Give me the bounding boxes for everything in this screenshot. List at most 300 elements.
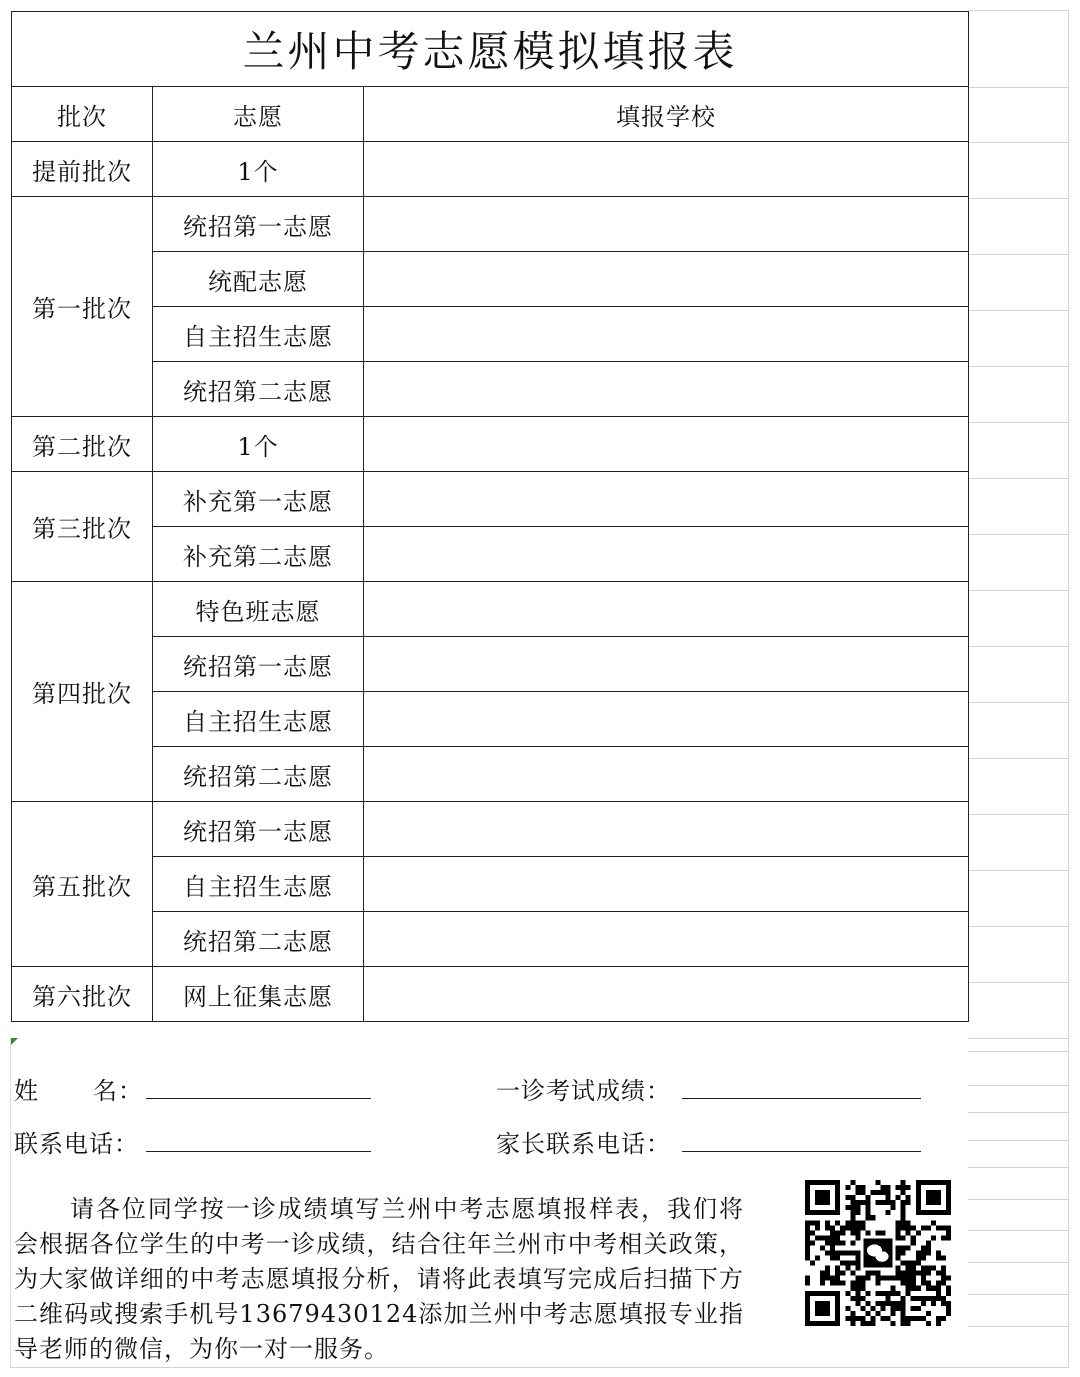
school-input-cell[interactable] (364, 362, 969, 417)
qr-module (855, 1276, 860, 1281)
qr-module (850, 1200, 855, 1205)
choice-cell: 1个 (153, 142, 364, 197)
qr-module (901, 1225, 906, 1230)
qr-module (835, 1220, 840, 1225)
sheet-gridline (968, 254, 1068, 255)
qr-module (825, 1220, 830, 1225)
qr-module (896, 1225, 901, 1230)
qr-module (921, 1225, 926, 1230)
qr-module (881, 1185, 886, 1190)
qr-module (906, 1195, 911, 1200)
qr-module (886, 1291, 891, 1296)
qr-module (906, 1220, 911, 1225)
qr-module (850, 1311, 855, 1316)
qr-module (941, 1235, 946, 1240)
sheet-gridline (968, 198, 1068, 199)
qr-module (850, 1286, 855, 1291)
qr-module (835, 1250, 840, 1255)
qr-module (926, 1250, 931, 1255)
qr-module (805, 1235, 810, 1240)
qr-module (886, 1210, 891, 1215)
parent-phone-field (496, 1124, 671, 1159)
school-input-cell[interactable] (364, 857, 969, 912)
qr-module (891, 1306, 896, 1311)
qr-module (825, 1235, 830, 1240)
batch-cell: 第六批次 (12, 967, 153, 1022)
qr-module (921, 1256, 926, 1261)
qr-module (881, 1306, 886, 1311)
qr-module (901, 1205, 906, 1210)
qr-module (865, 1271, 870, 1276)
sheet-gridline (968, 1230, 1068, 1231)
qr-module (926, 1271, 931, 1276)
school-input-cell[interactable] (364, 637, 969, 692)
qr-module (906, 1261, 911, 1266)
wechat-qr-code-icon[interactable] (805, 1180, 951, 1326)
qr-module (901, 1210, 906, 1215)
sheet-grid-columns (968, 10, 1069, 1368)
qr-module (946, 1286, 951, 1291)
qr-module (830, 1240, 835, 1245)
qr-module (881, 1230, 886, 1235)
qr-module (911, 1306, 916, 1311)
qr-module (896, 1306, 901, 1311)
qr-module (906, 1271, 911, 1276)
qr-module (911, 1271, 916, 1276)
qr-finder-center (815, 1190, 830, 1205)
form-title: 兰州中考志愿模拟填报表 (12, 12, 969, 87)
qr-module (881, 1291, 886, 1296)
name-blank[interactable] (146, 1098, 371, 1099)
qr-module (891, 1291, 896, 1296)
qr-module (911, 1276, 916, 1281)
school-input-cell[interactable] (364, 802, 969, 857)
qr-module (911, 1261, 916, 1266)
school-input-cell[interactable] (364, 197, 969, 252)
qr-module (901, 1180, 906, 1185)
qr-module (830, 1225, 835, 1230)
qr-module (865, 1301, 870, 1306)
table-row (12, 417, 969, 472)
qr-module (810, 1261, 815, 1266)
qr-module (825, 1276, 830, 1281)
qr-module (815, 1235, 820, 1240)
batch-cell: 第四批次 (12, 582, 153, 802)
qr-module (921, 1296, 926, 1301)
sheet-gridline (968, 87, 1068, 88)
qr-module (870, 1316, 875, 1321)
qr-module (926, 1321, 931, 1326)
qr-module (845, 1205, 850, 1210)
choice-cell: 统招第一志愿 (153, 637, 364, 692)
qr-module (805, 1281, 810, 1286)
qr-module (901, 1281, 906, 1286)
cell-marker-icon (11, 1038, 18, 1045)
school-input-cell[interactable] (364, 472, 969, 527)
qr-module (881, 1301, 886, 1306)
qr-module (936, 1225, 941, 1230)
qr-module (860, 1281, 865, 1286)
school-input-cell[interactable] (364, 252, 969, 307)
batch-cell: 第五批次 (12, 802, 153, 967)
sheet-gridline (968, 422, 1068, 423)
batch-cell: 第二批次 (12, 417, 153, 472)
qr-module (860, 1220, 865, 1225)
qr-module (936, 1281, 941, 1286)
qr-module (881, 1200, 886, 1205)
qr-module (901, 1185, 906, 1190)
qr-module (805, 1245, 810, 1250)
qr-module (896, 1271, 901, 1276)
qr-module (850, 1195, 855, 1200)
qr-module (936, 1271, 941, 1276)
sheet-gridline (10, 1038, 11, 1368)
qr-module (906, 1316, 911, 1321)
qr-module (901, 1235, 906, 1240)
qr-module (911, 1286, 916, 1291)
phone-blank[interactable] (146, 1151, 371, 1152)
qr-module (870, 1321, 875, 1326)
sheet-gridline (968, 870, 1068, 871)
sheet-gridline (968, 1262, 1068, 1263)
qr-module (820, 1245, 825, 1250)
qr-module (921, 1301, 926, 1306)
phone-field (14, 1124, 139, 1159)
qr-module (835, 1271, 840, 1276)
qr-module (850, 1250, 855, 1255)
score-label: 一诊考试成绩： (496, 1077, 671, 1105)
qr-module (845, 1291, 850, 1296)
qr-module (855, 1230, 860, 1235)
qr-module (845, 1225, 850, 1230)
qr-module (936, 1256, 941, 1261)
qr-module (936, 1250, 941, 1255)
qr-module (820, 1235, 825, 1240)
qr-module (926, 1266, 931, 1271)
qr-module (901, 1200, 906, 1205)
qr-module (906, 1276, 911, 1281)
qr-module (901, 1250, 906, 1255)
qr-module (850, 1321, 855, 1326)
qr-module (901, 1271, 906, 1276)
qr-module (805, 1250, 810, 1255)
qr-module (845, 1261, 850, 1266)
qr-module (835, 1266, 840, 1271)
sheet-gridline (968, 814, 1068, 815)
qr-module (835, 1230, 840, 1235)
choice-cell: 自主招生志愿 (153, 857, 364, 912)
sheet-gridline (968, 590, 1068, 591)
qr-module (891, 1200, 896, 1205)
qr-module (875, 1276, 880, 1281)
qr-module (825, 1250, 830, 1255)
qr-module (926, 1311, 931, 1316)
school-input-cell[interactable] (364, 307, 969, 362)
sheet-gridline (968, 1167, 1068, 1168)
qr-module (815, 1220, 820, 1225)
qr-module (881, 1316, 886, 1321)
qr-module (855, 1200, 860, 1205)
choice-cell: 统招第二志愿 (153, 912, 364, 967)
qr-module (911, 1296, 916, 1301)
qr-module (931, 1286, 936, 1291)
batch-cell: 第三批次 (12, 472, 153, 582)
phone-label: 联系电话： (14, 1130, 139, 1158)
qr-module (911, 1266, 916, 1271)
choice-cell: 特色班志愿 (153, 582, 364, 637)
qr-module (941, 1281, 946, 1286)
qr-module (840, 1271, 845, 1276)
qr-module (941, 1271, 946, 1276)
qr-module (865, 1205, 870, 1210)
qr-module (916, 1286, 921, 1291)
qr-module (911, 1240, 916, 1245)
table-row (12, 197, 969, 252)
qr-module (941, 1316, 946, 1321)
qr-module (911, 1316, 916, 1321)
sheet-gridline (968, 1294, 1068, 1295)
qr-module (865, 1215, 870, 1220)
qr-module (886, 1195, 891, 1200)
sheet-gridline (968, 758, 1068, 759)
qr-module (860, 1306, 865, 1311)
qr-module (896, 1230, 901, 1235)
qr-module (916, 1306, 921, 1311)
qr-module (830, 1276, 835, 1281)
qr-module (931, 1266, 936, 1271)
qr-module (906, 1286, 911, 1291)
qr-module (941, 1266, 946, 1271)
qr-module (855, 1210, 860, 1215)
qr-module (891, 1301, 896, 1306)
qr-module (896, 1291, 901, 1296)
qr-module (835, 1276, 840, 1281)
school-input-cell[interactable] (364, 967, 969, 1022)
parent-phone-label: 家长联系电话： (496, 1130, 671, 1158)
school-input-cell[interactable] (364, 527, 969, 582)
qr-module (946, 1311, 951, 1316)
qr-module (916, 1296, 921, 1301)
qr-module (855, 1291, 860, 1296)
qr-module (845, 1266, 850, 1271)
parent-phone-blank[interactable] (682, 1151, 921, 1152)
qr-module (926, 1240, 931, 1245)
qr-module (855, 1190, 860, 1195)
qr-module (901, 1220, 906, 1225)
qr-module (931, 1301, 936, 1306)
table-row (12, 252, 969, 307)
qr-module (875, 1180, 880, 1185)
qr-module (931, 1220, 936, 1225)
qr-module (941, 1276, 946, 1281)
qr-module (946, 1291, 951, 1296)
sheet-gridline (968, 702, 1068, 703)
choice-cell: 统招第一志愿 (153, 802, 364, 857)
school-input-cell[interactable] (364, 747, 969, 802)
school-input-cell[interactable] (364, 692, 969, 747)
qr-module (896, 1195, 901, 1200)
sheet-gridline (968, 310, 1068, 311)
qr-module (926, 1286, 931, 1291)
qr-module (906, 1200, 911, 1205)
table-row (12, 747, 969, 802)
name-label-2: 名： (93, 1077, 143, 1105)
qr-module (805, 1276, 810, 1281)
qr-module (830, 1245, 835, 1250)
qr-module (891, 1321, 896, 1326)
qr-module (860, 1200, 865, 1205)
qr-module (850, 1240, 855, 1245)
qr-module (906, 1245, 911, 1250)
qr-module (850, 1271, 855, 1276)
qr-module (875, 1301, 880, 1306)
choice-cell: 网上征集志愿 (153, 967, 364, 1022)
qr-module (805, 1240, 810, 1245)
qr-module (946, 1276, 951, 1281)
qr-module (875, 1291, 880, 1296)
choice-cell: 补充第一志愿 (153, 472, 364, 527)
qr-module (850, 1215, 855, 1220)
qr-module (865, 1311, 870, 1316)
qr-module (875, 1281, 880, 1286)
qr-module (855, 1220, 860, 1225)
qr-module (926, 1281, 931, 1286)
qr-module (840, 1250, 845, 1255)
qr-module (901, 1316, 906, 1321)
table-row (12, 857, 969, 912)
qr-module (891, 1205, 896, 1210)
qr-module (941, 1256, 946, 1261)
qr-module (946, 1225, 951, 1230)
sheet-gridline (968, 1112, 1068, 1113)
qr-module (941, 1225, 946, 1230)
qr-module (906, 1266, 911, 1271)
qr-module (886, 1185, 891, 1190)
qr-module (865, 1230, 870, 1235)
qr-module (941, 1296, 946, 1301)
qr-module (875, 1200, 880, 1205)
notice-text: 请各位同学按一诊成绩填写兰州中考志愿填报样表，我们将会根据各位学生的中考一诊成绩，结合往年兰州市中考相关政策，为大家做详细的中考志愿填报分析，请将此表填写完成后扫描下方二维码或搜索手机号13679430124添加兰州中考志愿填报专业指导老师的微信，为你一对一服务。 (14, 1195, 744, 1363)
qr-module (901, 1296, 906, 1301)
qr-module (835, 1240, 840, 1245)
qr-module (850, 1316, 855, 1321)
qr-module (921, 1281, 926, 1286)
qr-module (886, 1316, 891, 1321)
qr-module (840, 1240, 845, 1245)
qr-module (921, 1276, 926, 1281)
qr-module (901, 1311, 906, 1316)
qr-module (850, 1281, 855, 1286)
choice-cell: 自主招生志愿 (153, 307, 364, 362)
qr-module (906, 1321, 911, 1326)
batch-cell: 提前批次 (12, 142, 153, 197)
qr-module (855, 1235, 860, 1240)
qr-module (936, 1291, 941, 1296)
qr-module (886, 1190, 891, 1195)
qr-module (845, 1220, 850, 1225)
qr-module (931, 1235, 936, 1240)
choice-cell: 自主招生志愿 (153, 692, 364, 747)
qr-module (855, 1225, 860, 1230)
qr-module (805, 1256, 810, 1261)
qr-module (855, 1286, 860, 1291)
qr-module (870, 1190, 875, 1195)
qr-module (820, 1271, 825, 1276)
sheet-gridline (968, 1085, 1068, 1086)
school-input-cell[interactable] (364, 417, 969, 472)
qr-module (926, 1296, 931, 1301)
choice-cell: 统招第二志愿 (153, 747, 364, 802)
qr-module (830, 1250, 835, 1255)
qr-module (820, 1276, 825, 1281)
qr-module (865, 1321, 870, 1326)
score-blank[interactable] (682, 1098, 921, 1099)
qr-module (941, 1301, 946, 1306)
qr-module (805, 1220, 810, 1225)
qr-module (921, 1266, 926, 1271)
school-input-cell[interactable] (364, 142, 969, 197)
qr-module (855, 1301, 860, 1306)
qr-module (936, 1321, 941, 1326)
qr-module (901, 1321, 906, 1326)
school-input-cell[interactable] (364, 912, 969, 967)
qr-module (835, 1235, 840, 1240)
qr-module (896, 1185, 901, 1190)
qr-module (911, 1281, 916, 1286)
sheet-gridline (968, 1038, 1068, 1039)
qr-module (840, 1281, 845, 1286)
qr-module (855, 1316, 860, 1321)
table-row (12, 527, 969, 582)
sheet-gridline (968, 1140, 1068, 1141)
school-input-cell[interactable] (364, 582, 969, 637)
qr-module (896, 1276, 901, 1281)
choice-cell: 统招第一志愿 (153, 197, 364, 252)
qr-module (901, 1306, 906, 1311)
qr-module (845, 1306, 850, 1311)
qr-module (845, 1316, 850, 1321)
qr-module (916, 1250, 921, 1255)
header-school: 填报学校 (364, 87, 969, 142)
qr-module (936, 1296, 941, 1301)
qr-module (825, 1266, 830, 1271)
table-row (12, 692, 969, 747)
qr-module (860, 1316, 865, 1321)
application-table (11, 11, 969, 1022)
qr-module (901, 1215, 906, 1220)
qr-module (911, 1225, 916, 1230)
qr-module (931, 1296, 936, 1301)
sheet-gridline (968, 1326, 1068, 1327)
qr-module (850, 1210, 855, 1215)
qr-module (855, 1250, 860, 1255)
qr-module (896, 1235, 901, 1240)
qr-module (850, 1230, 855, 1235)
qr-module (926, 1225, 931, 1230)
table-row (12, 637, 969, 692)
qr-module (891, 1286, 896, 1291)
qr-module (901, 1301, 906, 1306)
table-row (12, 802, 969, 857)
qr-module (855, 1266, 860, 1271)
header-choice: 志愿 (153, 87, 364, 142)
qr-module (825, 1240, 830, 1245)
sheet-gridline (968, 534, 1068, 535)
qr-module (855, 1256, 860, 1261)
qr-module (881, 1276, 886, 1281)
qr-module (916, 1271, 921, 1276)
qr-module (921, 1250, 926, 1255)
